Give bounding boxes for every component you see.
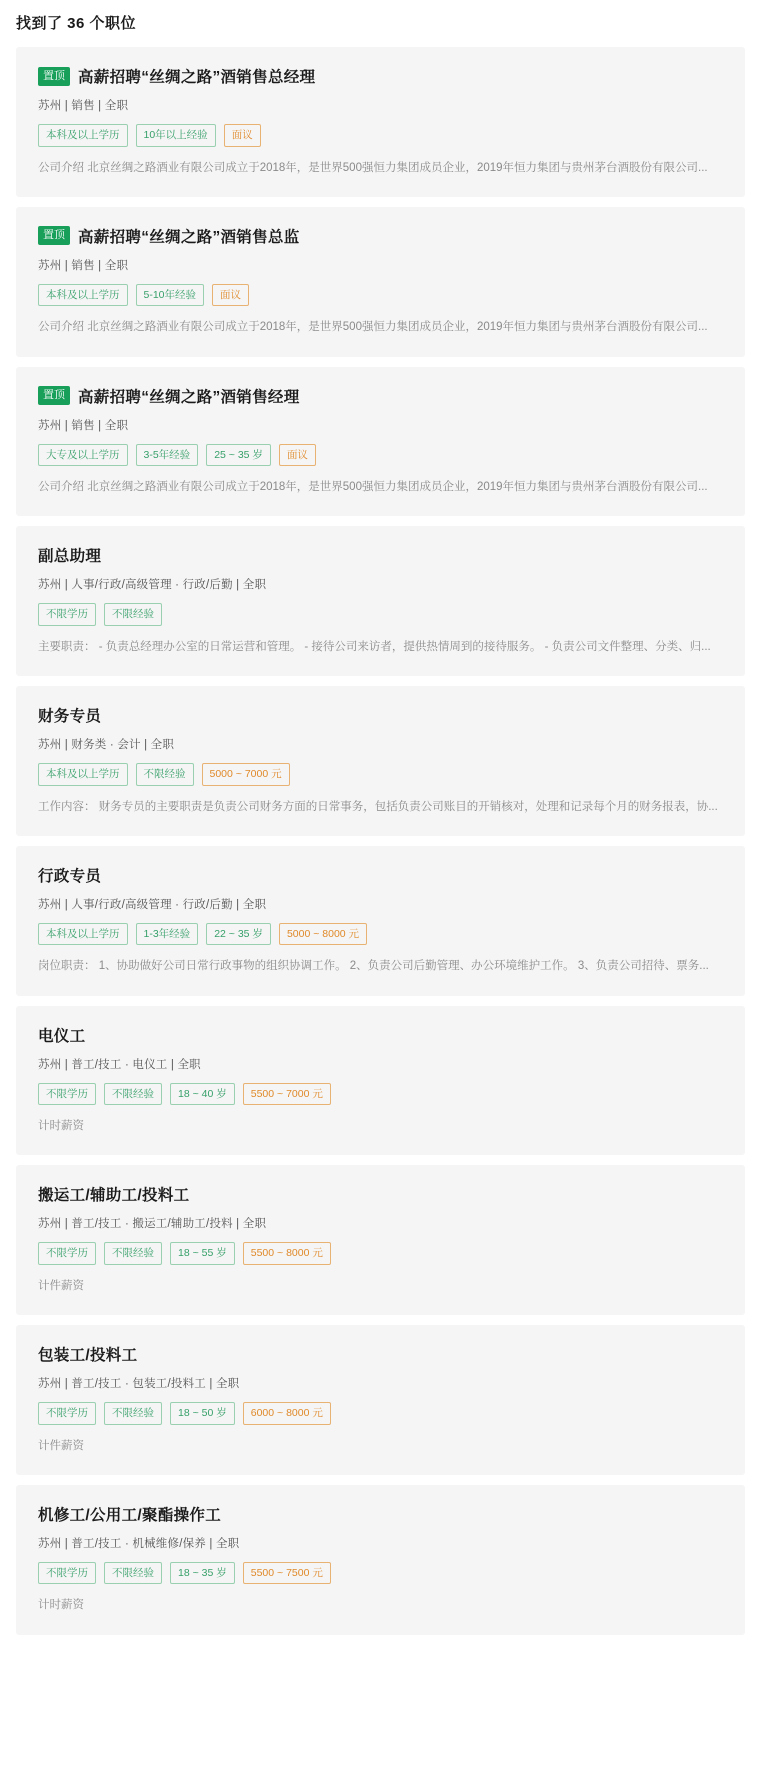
requirement-tag: 22 ~ 35 岁	[206, 923, 271, 946]
job-card[interactable]	[16, 686, 745, 836]
requirement-tag: 3-5年经验	[136, 444, 199, 467]
requirement-tag: 1-3年经验	[136, 923, 199, 946]
requirement-tag: 本科及以上学历	[38, 763, 128, 786]
job-title-row	[38, 1024, 723, 1046]
job-card[interactable]	[16, 1485, 745, 1635]
top-badge: 置顶	[38, 67, 70, 86]
top-badge: 置顶	[38, 386, 70, 405]
requirement-tag: 本科及以上学历	[38, 124, 128, 147]
job-tag-row	[38, 444, 723, 467]
job-title-row	[38, 65, 723, 87]
job-description: 主要职责： - 负责总经理办公室的日常运营和管理。 - 接待公司来访者，提供热情周到的接待服务。 - 负责公司文件整理、分类、归...	[38, 640, 711, 653]
job-title-row	[38, 1503, 723, 1525]
job-card[interactable]	[16, 526, 745, 676]
job-tag-row	[38, 1242, 723, 1265]
job-meta: 苏州 | 人事/行政/高级管理 · 行政/后勤 | 全职	[38, 579, 267, 592]
requirement-tag: 不限学历	[38, 1562, 96, 1585]
job-card[interactable]	[16, 367, 745, 517]
requirement-tag: 18 ~ 55 岁	[170, 1242, 235, 1265]
salary-tag: 5000 ~ 7000 元	[202, 763, 290, 786]
job-tag-row	[38, 763, 723, 786]
requirement-tag: 18 ~ 40 岁	[170, 1083, 235, 1106]
salary-tag: 5500 ~ 7500 元	[243, 1562, 331, 1585]
job-description: 岗位职责： 1、协助做好公司日常行政事物的组织协调工作。 2、负责公司后勤管理、办公环境维护工作。 3、负责公司招待、票务...	[38, 960, 709, 973]
job-title[interactable]: 电仪工	[38, 1027, 86, 1045]
requirement-tag: 不限经验	[104, 1562, 162, 1585]
job-title[interactable]: 机修工/公用工/聚酯操作工	[38, 1506, 222, 1524]
requirement-tag: 本科及以上学历	[38, 284, 128, 307]
requirement-tag: 大专及以上学历	[38, 444, 128, 467]
top-badge: 置顶	[38, 226, 70, 245]
salary-tag: 面议	[224, 124, 261, 147]
job-description: 公司介绍 北京丝绸之路酒业有限公司成立于2018年，是世界500强恒力集团成员企业，2019年恒力集团与贵州茅台酒股份有限公司...	[38, 321, 708, 334]
job-meta: 苏州 | 人事/行政/高级管理 · 行政/后勤 | 全职	[38, 898, 267, 911]
job-description: 公司介绍 北京丝绸之路酒业有限公司成立于2018年，是世界500强恒力集团成员企业，2019年恒力集团与贵州茅台酒股份有限公司...	[38, 481, 708, 493]
salary-tag: 5000 ~ 8000 元	[279, 923, 367, 946]
job-title[interactable]: 高薪招聘“丝绸之路”酒销售总监	[78, 228, 300, 246]
requirement-tag: 不限学历	[38, 603, 96, 626]
job-title[interactable]: 包装工/投料工	[38, 1347, 138, 1364]
job-meta: 苏州 | 销售 | 全职	[38, 259, 129, 272]
requirement-tag: 本科及以上学历	[38, 923, 128, 946]
job-tag-row	[38, 923, 723, 946]
requirement-tag: 不限学历	[38, 1083, 96, 1106]
requirement-tag: 18 ~ 50 岁	[170, 1402, 235, 1425]
job-description: 计时薪资	[38, 1599, 84, 1612]
job-meta: 苏州 | 普工/技工 · 搬运工/辅助工/投料 | 全职	[38, 1218, 267, 1231]
job-description: 计时薪资	[38, 1120, 84, 1132]
job-card[interactable]	[16, 1006, 745, 1156]
job-tag-row	[38, 1083, 723, 1106]
salary-tag: 6000 ~ 8000 元	[243, 1402, 331, 1425]
requirement-tag: 不限经验	[104, 603, 162, 626]
requirement-tag: 不限经验	[104, 1402, 162, 1425]
salary-tag: 面议	[279, 444, 316, 467]
job-tag-row	[38, 124, 723, 147]
salary-tag: 5500 ~ 8000 元	[243, 1242, 331, 1265]
requirement-tag: 不限经验	[104, 1083, 162, 1106]
job-title-row	[38, 864, 723, 886]
job-title[interactable]: 高薪招聘“丝绸之路”酒销售经理	[78, 388, 300, 406]
job-card[interactable]	[16, 207, 745, 357]
job-title-row	[38, 225, 723, 247]
job-title[interactable]: 财务专员	[38, 708, 102, 725]
requirement-tag: 5-10年经验	[136, 284, 205, 307]
requirement-tag: 25 ~ 35 岁	[206, 444, 271, 467]
job-tag-row	[38, 1562, 723, 1585]
job-title-row	[38, 1183, 723, 1205]
job-meta: 苏州 | 普工/技工 · 电仪工 | 全职	[38, 1058, 201, 1071]
job-card[interactable]	[16, 47, 745, 197]
job-tag-row	[38, 603, 723, 626]
job-title-row	[38, 544, 723, 566]
job-card[interactable]	[16, 1165, 745, 1315]
job-description: 公司介绍 北京丝绸之路酒业有限公司成立于2018年，是世界500强恒力集团成员企业，2019年恒力集团与贵州茅台酒股份有限公司...	[38, 161, 708, 174]
requirement-tag: 不限经验	[136, 763, 194, 786]
job-title-row	[38, 1343, 723, 1365]
job-meta: 苏州 | 普工/技工 · 机械维修/保养 | 全职	[38, 1537, 240, 1550]
job-card[interactable]	[16, 846, 745, 996]
job-meta: 苏州 | 销售 | 全职	[38, 100, 129, 112]
job-description: 计件薪资	[38, 1439, 84, 1452]
job-list	[0, 47, 761, 1651]
job-title[interactable]: 高薪招聘“丝绸之路”酒销售总经理	[78, 69, 316, 86]
requirement-tag: 18 ~ 35 岁	[170, 1562, 235, 1585]
requirement-tag: 不限经验	[104, 1242, 162, 1265]
job-card[interactable]	[16, 1325, 745, 1475]
job-description: 工作内容： 财务专员的主要职责是负责公司财务方面的日常事务，包括负责公司账目的开销核对，处理和记录每个月的财务报表，协...	[38, 800, 718, 813]
requirement-tag: 不限学历	[38, 1402, 96, 1425]
job-description: 计件薪资	[38, 1279, 84, 1292]
job-meta: 苏州 | 财务类 · 会计 | 全职	[38, 739, 175, 751]
job-title-row	[38, 385, 723, 407]
job-tag-row	[38, 1402, 723, 1425]
job-title-row	[38, 704, 723, 726]
job-meta: 苏州 | 销售 | 全职	[38, 419, 129, 432]
requirement-tag: 10年以上经验	[136, 124, 216, 147]
job-meta: 苏州 | 普工/技工 · 包装工/投料工 | 全职	[38, 1378, 240, 1390]
salary-tag: 5500 ~ 7000 元	[243, 1083, 331, 1106]
requirement-tag: 不限学历	[38, 1242, 96, 1265]
job-tag-row	[38, 284, 723, 307]
job-title[interactable]: 行政专员	[38, 867, 102, 885]
job-title[interactable]: 搬运工/辅助工/投料工	[38, 1187, 190, 1205]
salary-tag: 面议	[212, 284, 249, 307]
job-title[interactable]: 副总助理	[38, 548, 102, 566]
result-count-header: 找到了 36 个职位	[16, 15, 137, 32]
